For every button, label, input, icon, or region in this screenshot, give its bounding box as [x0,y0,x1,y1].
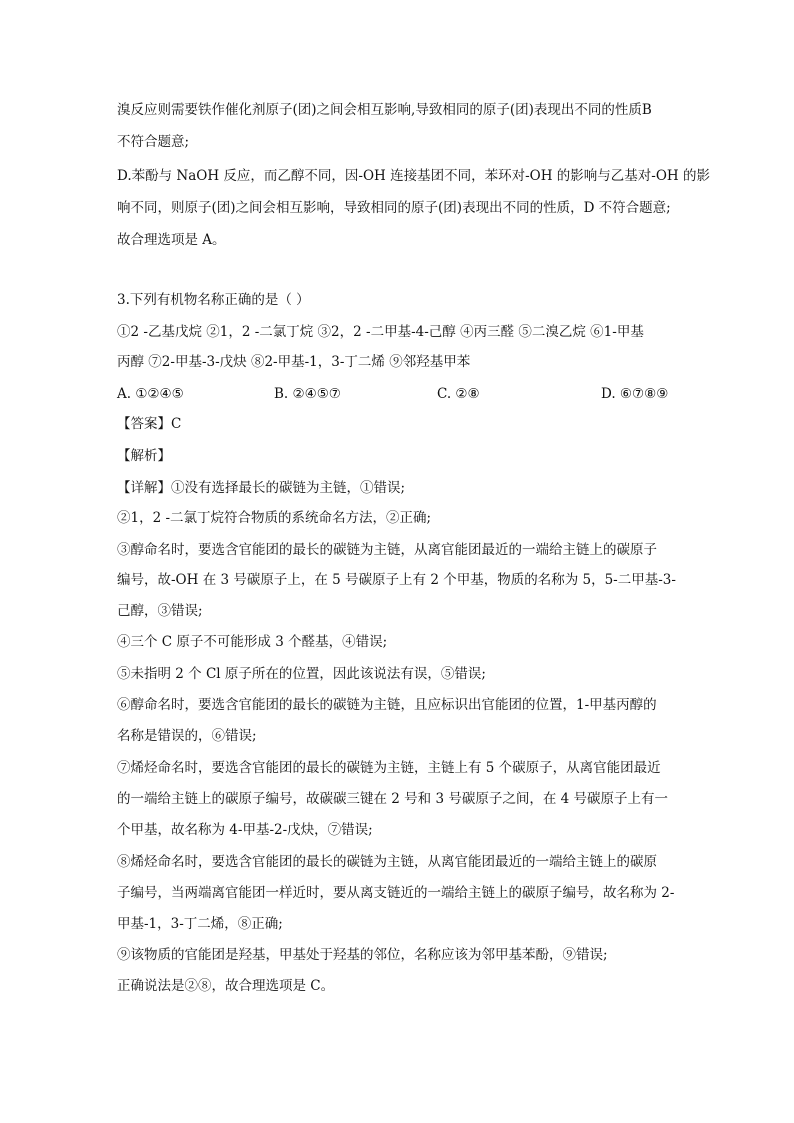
analysis-line: 名称是错误的，⑥错误; [117,728,257,744]
question-items-line: ①2 -乙基戊烷 ②1，2 -二氯丁烷 ③2，2 -二甲基-4-己醇 ④丙三醛 ⑤二溴乙烷 ⑥1-甲基 [117,324,644,340]
analysis-line: ⑦烯烃命名时，要选含官能团的最长的碳链为主链，主链上有 5 个碳原子，从离官能团最近 [117,760,661,776]
prev-explanation-line: 溴反应则需要铁作催化剂原子(团)之间会相互影响,导致相同的原子(团)表现出不同的性质B [117,102,652,118]
option-b: B. ②④⑤⑦ [274,386,341,402]
question-items-line: 丙醇 ⑦2-甲基-3-戊炔 ⑧2-甲基-1，3-丁二烯 ⑨邻羟基甲苯 [117,354,471,370]
question-stem: 3.下列有机物名称正确的是（ ） [117,292,310,308]
analysis-line: 个甲基，故名称为 4-甲基-2-戊炔，⑦错误; [117,822,373,838]
analysis-line: ②1，2 -二氯丁烷符合物质的系统命名方法，②正确; [117,510,432,526]
analysis-line: 甲基-1，3-丁二烯，⑧正确; [117,916,283,932]
prev-explanation-line: 响不同，则原子(团)之间会相互影响，导致相同的原子(团)表现出不同的性质，D 不符合题意; [117,200,671,216]
answer-line: 【答案】C [117,416,182,432]
analysis-line: ④三个 C 原子不可能形成 3 个醛基，④错误; [117,634,388,650]
option-a: A. ①②④⑤ [117,386,184,402]
analysis-line: ⑨该物质的官能团是羟基，甲基处于羟基的邻位，名称应该为邻甲基苯酚，⑨错误; [117,947,608,963]
option-c: C. ②⑧ [437,386,480,402]
analysis-line: 编号，故-OH 在 3 号碳原子上，在 5 号碳原子上有 2 个甲基，物质的名称为 5，5-二甲基-3- [117,572,676,588]
analysis-line: 的一端给主链上的碳原子编号，故碳碳三键在 2 号和 3 号碳原子之间，在 4 号碳原子上有一 [117,791,669,807]
option-d: D. ⑥⑦⑧⑨ [601,386,669,402]
answer-options [117,384,717,404]
prev-explanation-line: 故合理选项是 A。 [117,232,226,248]
analysis-line: 己醇，③错误; [117,603,203,619]
analysis-line: ⑥醇命名时，要选含官能团的最长的碳链为主链，且应标识出官能团的位置，1-甲基丙醇的 [117,697,657,713]
analysis-line: ⑤未指明 2 个 Cl 原子所在的位置，因此该说法有误，⑤错误; [117,666,486,682]
analysis-line: ③醇命名时，要选含官能团的最长的碳链为主链，从离官能团最近的一端给主链上的碳原子 [117,542,657,558]
analysis-line: 子编号，当两端离官能团一样近时，要从离支链近的一端给主链上的碳原子编号，故名称为 2- [117,885,675,901]
analysis-line: 【详解】①没有选择最长的碳链为主链，①错误; [117,480,406,496]
prev-explanation-line: 不符合题意; [117,134,190,150]
analysis-line: 正确说法是②⑧，故合理选项是 C。 [117,978,335,994]
prev-explanation-line: D.苯酚与 NaOH 反应，而乙醇不同，因-OH 连接基团不同，苯环对-OH 的影响与乙基对-OH 的影 [117,168,710,184]
analysis-heading: 【解析】 [117,448,171,464]
analysis-line: ⑧烯烃命名时，要选含官能团的最长的碳链为主链，从离官能团最近的一端给主链上的碳原 [117,854,657,870]
